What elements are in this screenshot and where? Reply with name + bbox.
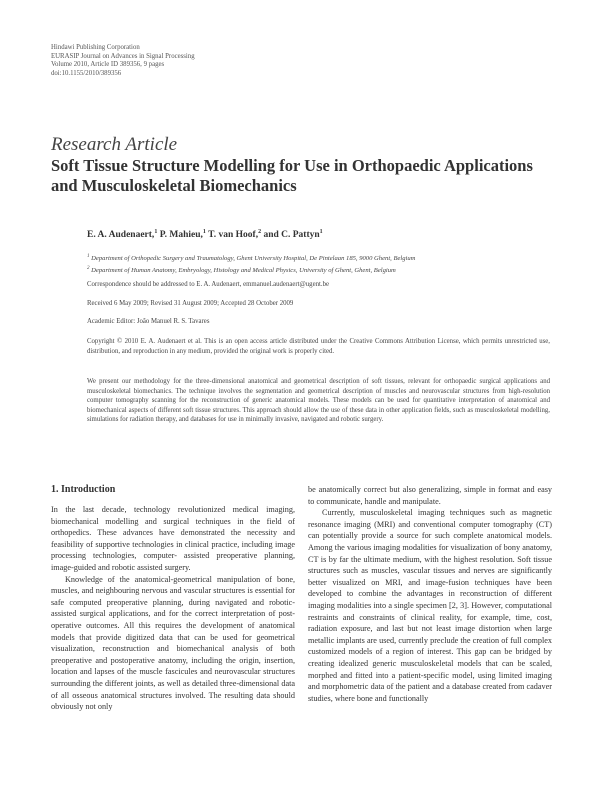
abstract: We present our methodology for the three-dimensional anatomical and geometrical description of soft tissues, relevant for orthopaedic surgical applications and musculoskeletal biomechanics. The technique involves the segmentation and geometrical description of muscles and neurovascular structures from high-resolution computer tomography scanning for the reconstruction of generic anatomical models. These models can be used for quantitative interpretation of anatomical and biomechanical aspects of different soft tissue structures. This approach should allow the use of these data in other application fields, such as musculoskeletal modelling, simulations for radiation therapy, and databases for use in minimally invasive, navigated and robotic surgery. xyxy=(87,378,550,424)
author-name: E. A. Audenaert, xyxy=(87,230,155,241)
author-name: T. van Hoof, xyxy=(208,230,259,241)
header-journal: EURASIP Journal on Advances in Signal Processing xyxy=(51,52,195,60)
affiliation-text: Department of Human Anatomy, Embryology, Histology and Medical Physics, University of Ghent, Ghent, Belgium xyxy=(91,266,396,274)
author-affil-mark: 1 xyxy=(202,229,206,235)
paragraph: In the last decade, technology revolutionized medical imaging, biomechanical modelling and surgical techniques in the field of orthopedics. These advances have demonstrated the necessity and feasibility of supportive technologies in clinical practice, including image processing technologies, computer- assisted preoperative planning, image-guided and robotic assisted surgery. xyxy=(51,505,295,572)
author-list xyxy=(87,229,323,240)
paper-title: Soft Tissue Structure Modelling for Use in Orthopaedic Applications and Musculoskeletal Biomechanics xyxy=(51,156,533,195)
received-dates: Received 6 May 2009; Revised 31 August 2009; Accepted 28 October 2009 xyxy=(87,300,294,307)
author-name: and C. Pattyn xyxy=(263,230,320,241)
paragraph: be anatomically correct but also generalizing, simple in format and easy to communicate, handle and manipulate. xyxy=(308,485,552,506)
article-type: Research Article xyxy=(51,134,178,155)
header-publisher: Hindawi Publishing Corporation xyxy=(51,44,140,51)
correspondence: Correspondence should be addressed to E. A. Audenaert, emmanuel.audenaert@ugent.be xyxy=(87,281,329,288)
affiliation-mark: 2 xyxy=(87,265,90,271)
affiliation-1 xyxy=(87,252,415,264)
author-affil-mark: 1 xyxy=(154,229,158,235)
paragraph: Currently, musculoskeletal imaging techniques such as magnetic resonance imaging (MRI) and conventional computer tomography (CT) can potentially provide a source for such complete anatomical models. Among the various imaging modalities for visualization of bony anatomy, CT is by far the ultimate medium, with the highest resolution. Soft tissue structures such as muscles, vascular tissues and nerves are significantly better visualized on MRI, and image-fusion techniques have been developed to combine the advantages in reconstruction of different imaging modalities into a single specimen [2, 3]. However, computational restraints and constraints of clinical reality, for example, time, cost, radiation exposure, and last but not least image distortion when large metallic implants are used, currently preclude the creation of full complex customized models of a region of interest. This gap can be bridged by creating idealized generic musculoskeletal models that can be scaled, morphed and fitted into a patient-specific model, using limited imaging and morphometric data of the patient and a database created from cadaver studies, where bone and functionally xyxy=(308,508,552,703)
section-heading-introduction: 1. Introduction xyxy=(51,484,116,495)
affiliation-mark: 1 xyxy=(87,254,90,259)
author-name: P. Mahieu, xyxy=(159,230,203,241)
affiliations xyxy=(87,252,415,276)
left-column xyxy=(51,484,295,713)
affiliation-text: Department of Orthopedic Surgery and Traumatology, Ghent University Hospital, De Pintelaan 185, 9000 Ghent, Belgium xyxy=(91,255,416,263)
affiliation-2 xyxy=(87,264,415,276)
header-volume: Volume 2010, Article ID 389356, 9 pages xyxy=(51,61,165,69)
journal-header xyxy=(51,44,195,78)
author-affil-mark: 2 xyxy=(258,229,262,235)
author-affil-mark: 1 xyxy=(319,229,323,235)
right-column xyxy=(308,484,552,704)
academic-editor: Academic Editor: João Manuel R. S. Tavares xyxy=(87,318,210,325)
header-doi: doi:10.1155/2010/389356 xyxy=(51,69,122,77)
copyright-notice: Copyright © 2010 E. A. Audenaert et al. This is an open access article distributed under the Creative Commons Attribution License, which permits unrestricted use, distribution, and reproduction in any medium, provided the original work is properly cited. xyxy=(87,338,550,355)
paragraph: Knowledge of the anatomical-geometrical manipulation of bone, muscles, and neighbouring nervous and vascular structures is essential for safe computed preoperative planning, during navigated and robotic-assisted surgical applications, and for the correct interpretation of post-operative outcomes. All this requires the development of anatomical models that provide digitized data that can be used for geometrical visualization, reconstruction and biomechanical analysis of both preoperative and postoperative anatomy, including the origin, insertion, location and lapses of the muscle fascicules and neurovascular structures surrounding the different joints, as well as detailed three-dimensional data of all osseous anatomical structures involved. The resulting data should obviously not only xyxy=(51,574,295,712)
